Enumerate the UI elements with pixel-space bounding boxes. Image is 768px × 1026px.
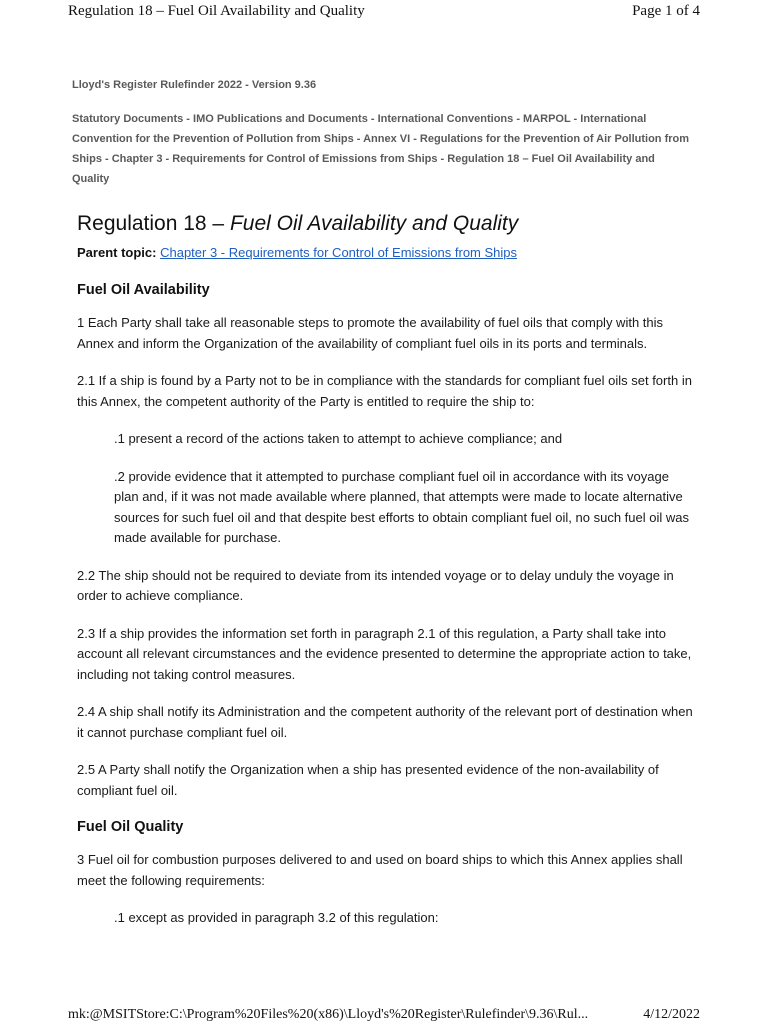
subparagraph-3-1: .1 except as provided in paragraph 3.2 of this regulation: — [114, 910, 439, 925]
document-body — [77, 206, 697, 929]
paragraph-2-2: 2.2 The ship should not be required to deviate from its intended voyage or to delay unduly the voyage in order to achieve compliance. — [77, 567, 674, 603]
paragraph-2-5: 2.5 A Party shall notify the Organization when a ship has presented evidence of the non-availability of compliant fuel oil. — [77, 762, 659, 798]
page-title — [77, 206, 697, 242]
footer-date: 4/12/2022 — [643, 1007, 700, 1022]
paragraph-2-4: 2.4 A ship shall notify its Administration and the competent authority of the relevant port of destination when it cannot purchase compliant fuel oil. — [77, 704, 693, 740]
paragraph-3: 3 Fuel oil for combustion purposes delivered to and used on board ships to which this Annex applies shall meet the following requirements: — [77, 852, 683, 888]
subparagraph-2-1-1: .1 present a record of the actions taken to attempt to achieve compliance; and — [114, 431, 563, 446]
footer-path: mk:@MSITStore:C:\Program%20Files%20(x86)\Lloyd's%20Register\Rulefinder\9.36\Rul... — [68, 1007, 589, 1022]
subparagraph-2-1-2: .2 provide evidence that it attempted to purchase compliant fuel oil in accordance with its voyage plan and, if it was not made available where planned, that attempts were made to locate alternative sources for such fuel oil and that despite best efforts to obtain compliant fuel oil, no such fuel oil was made available for purchase. — [114, 468, 689, 545]
paragraph-1: 1 Each Party shall take all reasonable steps to promote the availability of fuel oils that comply with this Annex and inform the Organization of the availability of compliant fuel oils in its ports and terminals. — [77, 315, 664, 351]
page-title-emphasis: Fuel Oil Availability and Quality — [229, 212, 519, 235]
section-heading-quality: Fuel Oil Quality — [77, 819, 184, 835]
header-title: Regulation 18 – Fuel Oil Availability and Quality — [68, 2, 365, 19]
paragraph-2-3: 2.3 If a ship provides the information set forth in paragraph 2.1 of this regulation, a Party shall take into account all relevant circumstances and the evidence presented to determine the appropriate action to take, including not taking control measures. — [77, 625, 692, 682]
print-footer — [68, 1004, 700, 1026]
page-indicator: Page 1 of 4 — [632, 2, 700, 19]
page-title-prefix: Regulation 18 – — [77, 212, 230, 235]
rulefinder-version: Lloyd's Register Rulefinder 2022 - Version 9.36 — [72, 79, 317, 91]
print-header — [68, 0, 700, 22]
paragraph-2-1: 2.1 If a ship is found by a Party not to be in compliance with the standards for compliant fuel oils set forth in this Annex, the competent authority of the Party is entitled to require the ship to: — [77, 373, 692, 409]
breadcrumb: Statutory Documents - IMO Publications and Documents - International Conventions - MARPOL - International Convention for the Prevention of Pollution from Ships - Annex VI - Regulations for the Prevention of Air Pollution from Ships - Chapter 3 - Requirements for Control of Emissions from Ships - Regulation 18 – Fuel Oil Availability and Quality — [72, 113, 690, 185]
parent-topic-label: Parent topic: — [77, 245, 157, 260]
parent-topic-link[interactable]: Chapter 3 - Requirements for Control of Emissions from Ships — [160, 245, 518, 260]
parent-topic — [77, 242, 697, 264]
section-heading-availability: Fuel Oil Availability — [77, 282, 210, 298]
